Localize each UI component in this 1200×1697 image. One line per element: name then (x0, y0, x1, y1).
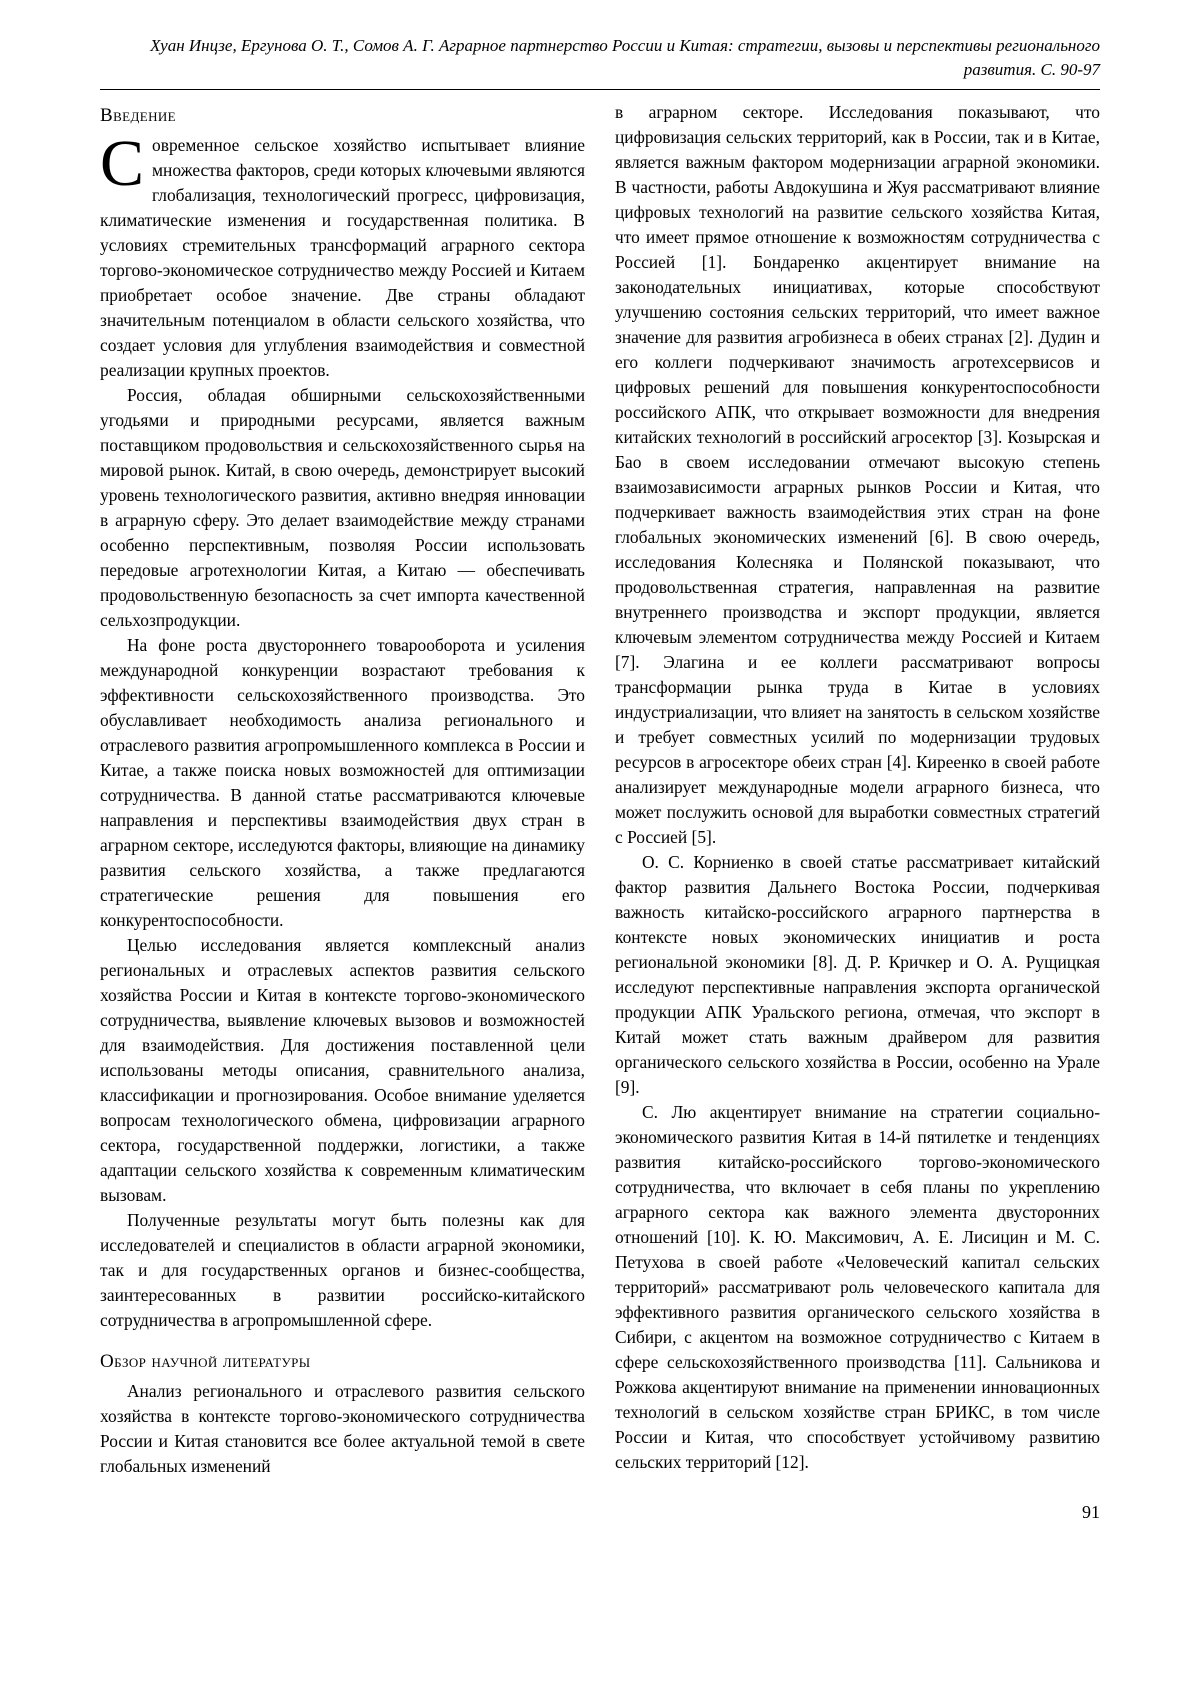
paragraph-continuation: в аграрном секторе. Исследования показывают, что цифровизация сельских территорий, как в России, так и в Китае, является важным фактором модернизации аграрной экономики. В частности, работы Авдокушина и Жуя рассматривают влияние цифровых технологий на развитие сельского хозяйства Китая, что имеет прямое отношение к возможностям сотрудничества с Россией [1]. Бондаренко акцентирует внимание на законодательных инициативах, которые способствуют улучшению состояния сельских территорий, что имеет важное значение для развития агробизнеса в обеих странах [2]. Дудин и его коллеги подчеркивают значимость агротехсервисов и цифровых решений для повышения конкурентоспособности российского АПК, что открывает возможности для внедрения китайских технологий в российский агросектор [3]. Козырская и Бао в своем исследовании отмечают высокую степень взаимозависимости аграрных рынков России и Китая, что подчеркивает важность взаимодействия этих стран на фоне глобальных экономических изменений [6]. В свою очередь, исследования Колесняка и Полянской показывают, что продовольственная стратегия, направленная на развитие внутреннего производства и экспорт продукции, является ключевым элементом сотрудничества между Россией и Китаем [7]. Элагина и ее коллеги рассматривают вопросы трансформации рынка труда в Китае в условиях индустриализации, что влияет на занятость в сельском хозяйстве и требует совместных усилий по модернизации трудовых ресурсов в агросекторе обеих стран [4]. Киреенко в своей работе анализирует международные модели аграрного бизнеса, что может послужить основой для выработки совместных стратегий с Россией [5]. (615, 102, 1100, 847)
paragraph: Россия, обладая обширными сельскохозяйственными угодьями и природными ресурсами, является важным поставщиком продовольствия и сельскохозяйственного сырья на мировой рынок. Китай, в свою очередь, демонстрирует высокий уровень технологического развития, активно внедряя инновации в аграрную сферу. Это делает взаимодействие между странами особенно перспективным, позволяя России использовать передовые агротехнологии Китая, а Китаю — обеспечивать продовольственную безопасность за счет импорта качественной сельхозпродукции. (100, 385, 585, 630)
paragraph: На фоне роста двустороннего товарооборота и усиления международной конкуренции возрастают требования к эффективности сельскохозяйственного производства. Это обуславливает необходимость анализа регионального и отраслевого развития агропромышленного комплекса в России и Китае, а также поиска новых возможностей для оптимизации сотрудничества. В данной статье рассматриваются ключевые направления и перспективы взаимодействия двух стран в аграрном секторе, исследуются факторы, влияющие на динамику развития сельского хозяйства, а также предлагаются стратегические решения для повышения его конкурентоспособности. (100, 635, 585, 930)
heading-introduction: Введение (100, 105, 177, 126)
paragraph-intro-first (100, 127, 585, 383)
paragraph: С. Лю акцентирует внимание на стратегии социально-экономического развития Китая в 14-й пятилетке и тенденциях развития китайско-российского торгово-экономического сотрудничества, что включает в себя планы по укреплению аграрного сектора как важного элемента двусторонних отношений [10]. К. Ю. Максимович, А. Е. Лисицин и М. С. Петухова в своей работе «Человеческий капитал сельских территорий» рассматривают роль человеческого капитала для эффективного развития органического сельского хозяйства в Сибири, с акцентом на возможное сотрудничество с Китаем в сфере сельскохозяйственного производства [11]. Сальникова и Рожкова акцентируют внимание на применении инновационных технологий в сельском хозяйстве стран БРИКС, в том числе России и Китая, что способствует устойчивому развитию сельских территорий [12]. (615, 1102, 1100, 1472)
page-number: 91 (1082, 1502, 1100, 1522)
running-head: Хуан Инцзе, Ергунова О. Т., Сомов А. Г. Аграрное партнерство России и Китая: стратегии, вызовы и перспективы регионального развития. С. 90-97 (150, 36, 1100, 79)
drop-cap: С (100, 127, 145, 200)
paragraph-text: овременное сельское хозяйство испытывает влияние множества факторов, среди которых ключевыми являются глобализация, технологический прогресс, цифровизация, климатические изменения и государственная политика. В условиях стремительных трансформаций аграрного сектора торгово-экономическое сотрудничество между Россией и Китаем приобретает особое значение. Две страны обладают значительным потенциалом в области сельского хозяйства, что создает условия для углубления взаимодействия и совместной реализации крупных проектов. (100, 135, 585, 380)
paragraph: Полученные результаты могут быть полезны как для исследователей и специалистов в области аграрной экономики, так и для государственных органов и бизнес-сообщества, заинтересованных в развитии российско-китайского сотрудничества в агропромышленной сфере. (100, 1210, 585, 1330)
header-rule (100, 89, 1100, 90)
right-column (615, 100, 1100, 1479)
paper-page (100, 0, 1100, 1479)
paragraph: Анализ регионального и отраслевого развития сельского хозяйства в контексте торгово-экономического сотрудничества России и Китая становится все более актуальной темой в свете глобальных изменений (100, 1381, 585, 1476)
left-column (100, 100, 585, 1479)
two-column-body (100, 100, 1100, 1479)
heading-literature-review: Обзор научной литературы (100, 1351, 311, 1372)
paragraph: Целью исследования является комплексный анализ региональных и отраслевых аспектов развития сельского хозяйства России и Китая в контексте торгово-экономического сотрудничества, выявление ключевых вызовов и возможностей для взаимодействия. Для достижения поставленной цели использованы методы описания, сравнительного анализа, классификации и прогнозирования. Особое внимание уделяется вопросам технологического обмена, цифровизации аграрного сектора, государственной поддержки, логистики, а также адаптации сельского хозяйства к современным климатическим вызовам. (100, 935, 585, 1205)
paragraph: О. С. Корниенко в своей статье рассматривает китайский фактор развития Дальнего Востока России, подчеркивая важность китайско-российского аграрного партнерства в контексте новых экономических инициатив и роста региональной экономики [8]. Д. Р. Кричкер и О. А. Рущицкая исследуют перспективные направления экспорта органической продукции АПК Уральского региона, отмечая, что экспорт в Китай может стать важным драйвером для развития органического сельского хозяйства в России, особенно на Урале [9]. (615, 852, 1100, 1097)
